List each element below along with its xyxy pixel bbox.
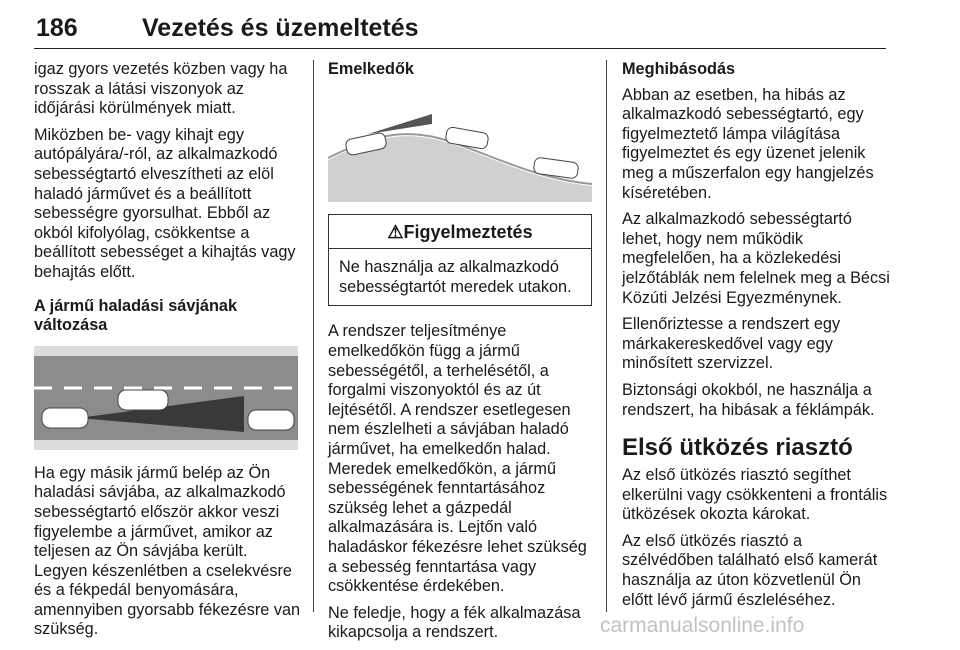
paragraph: Az első ütközés riasztó segíthet elkerülni vagy csökkenteni a frontális ütközések okozta károkat.	[622, 466, 888, 524]
chapter-title: Vezetés és üzemeltetés	[142, 14, 419, 42]
section-heading: A jármű haladási sávjának változása	[34, 296, 238, 335]
paragraph: Az első ütközés riasztó a szélvédőben található első kamerát használja az úton közvetlenül Ön előtt lévő jármű észleléséhez.	[622, 531, 878, 609]
warning-triangle-icon: ⚠	[387, 221, 404, 242]
warning-text: Ne használja az alkalmazkodó sebességtartót meredek utakon.	[339, 258, 572, 296]
paragraph: Miközben be- vagy kihajt egy autópályára/-ról, az alkalmazkodó sebességtartó elveszítheti az elöl haladó járművet és a beállított sebességre gyorsulhat. Ebből az okból kifolyólag, csökkentse a beállított sebességet a kihajtás vagy behajtás előtt.	[34, 125, 296, 281]
column-divider	[313, 60, 314, 612]
paragraph: Abban az esetben, ha hibás az alkalmazkodó sebességtartó, egy figyelmeztető lámpa világítása figyelmeztet és egy üzenet jelenik meg a műszerfalon egy hangjelzés kíséretében.	[622, 85, 874, 202]
paragraph: Az alkalmazkodó sebességtartó lehet, hogy nem működik megfelelően, ha a közlekedési jelzőtáblák nem felelnek meg a Bécsi Közúti Jelzési Egyezménynek.	[622, 210, 890, 307]
paragraph: A rendszer teljesítménye emelkedőkön függ a jármű sebességétől, a terhelésétől, a forgalmi viszonyoktól és az út lejtésétől. A rendszer esetlegesen nem észlelheti a sávjában haladó járművet, ha emelkedőn halad. Meredek emelkedőkön, a jármű sebességének fenntartásához szükség lehet a gázpedál alkalmazására is. Lejtőn való haladáskor fékezésre lehet szükség a sebesség fenntartása vagy csökkentése érdekében.	[328, 322, 587, 596]
hill-climb-illustration	[328, 90, 592, 202]
column-1	[34, 60, 302, 647]
column-3	[622, 60, 892, 617]
column-divider	[606, 60, 607, 612]
paragraph: Biztonsági okokból, ne használja a rendszert, ha hibásak a féklámpák.	[622, 380, 875, 419]
paragraph: Ne feledje, hogy a fék alkalmazása kikapcsolja a rendszert.	[328, 603, 581, 642]
paragraph: igaz gyors vezetés közben vagy ha rosszak a látási viszonyok az időjárási körülmények miatt.	[34, 60, 288, 118]
warning-box	[328, 214, 592, 307]
section-title: Első ütközés riasztó	[622, 434, 853, 462]
page-number: 186	[36, 14, 78, 42]
lane-change-illustration	[34, 346, 298, 450]
warning-title: Figyelmeztetés	[403, 221, 533, 242]
column-2	[328, 60, 592, 650]
paragraph: Ellenőriztesse a rendszert egy márkakereskedővel vagy egy minősített szervizzel.	[622, 315, 841, 373]
section-heading: Emelkedők	[328, 60, 414, 78]
section-heading: Meghibásodás	[622, 60, 736, 78]
watermark: carmanualsonline.info	[600, 614, 805, 637]
warning-header	[329, 215, 591, 250]
page-header	[34, 12, 886, 49]
paragraph: Ha egy másik jármű belép az Ön haladási sávjába, az alkalmazkodó sebességtartó először akkor veszi figyelembe a járművet, amikor az teljesen az Ön sávjába került. Legyen készenlétben a cselekvésre és a fékpedál benyomására, amennyiben gyorsabb fékezésre van szükség.	[34, 463, 301, 639]
